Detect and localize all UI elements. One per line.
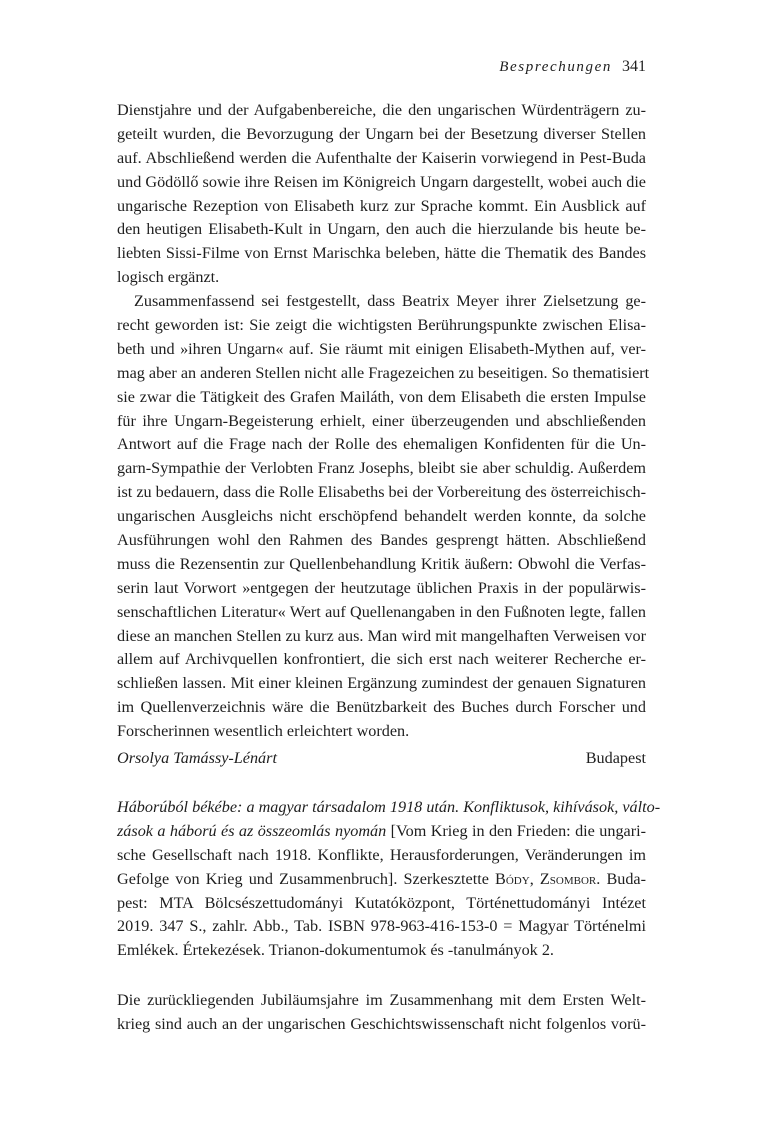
paragraph-review-continuation [117, 99, 646, 290]
reviewer-place: Budapest [585, 749, 646, 768]
running-title: Besprechungen [499, 59, 612, 75]
text-line: senschaftlichen Literatur« Wert auf Quellenangaben in den Fußnoten legte, fallen [117, 602, 646, 621]
text-line: serin laut Vorwort »entgegen der heutzutage üblichen Praxis in der populärwis- [117, 578, 646, 597]
text-line: Die zurückliegenden Jubiläumsjahre im Zusammenhang mit dem Ersten Welt- [117, 991, 646, 1010]
editor-given-name: Zsombor [539, 869, 597, 888]
running-header [499, 58, 646, 76]
text-line: sche Gesellschaft nach 1918. Konflikte, Herausforderungen, Veränderungen im [117, 845, 646, 864]
text-line: Antwort auf die Frage nach der Rolle des ehemaligen Konfidenten für die Un- [117, 435, 646, 454]
page-number: 341 [622, 58, 646, 75]
text-line: Emlékek. Értekezések. Trianon-dokumentumok és -tanulmányok 2. [117, 941, 554, 960]
text-line: Zusammenfassend sei festgestellt, dass Beatrix Meyer ihrer Zielsetzung ge- [134, 292, 646, 311]
text-line: und Gödöllő sowie ihre Reisen im Königreich Ungarn dargestellt, wobei auch die [117, 172, 646, 191]
text-line: sie zwar die Tätigkeit des Grafen Mailáth, von dem Elisabeth die ersten Impulse [117, 387, 646, 406]
text-line: auf. Abschließend werden die Aufenthalte der Kaiserin vorwiegend in Pest-Buda [117, 148, 646, 167]
bibliographic-entry [117, 796, 661, 963]
review-signature [117, 747, 646, 771]
editor-separator: , [529, 869, 540, 888]
text-line: beth und »ihren Ungarn« auf. Sie räumt mit einigen Elisabeth-Mythen auf, ver- [117, 339, 646, 358]
text-line: recht geworden ist: Sie zeigt die wichtigsten Berührungspunkte zwischen Elisa- [117, 316, 646, 335]
text-line: im Quellenverzeichnis wäre die Benützbarkeit des Buches durch Forscher und [117, 698, 646, 717]
text-block [117, 99, 661, 1037]
reviewer-name: Orsolya Tamássy-Lénárt [117, 749, 277, 768]
book-title-line: Háborúból békébe: a magyar társadalom 1918 után. Konfliktusok, kihívások, válto- [117, 797, 661, 816]
text-line: ist zu bedauern, dass die Rolle Elisabeths bei der Vorbereitung des österreichisch- [117, 483, 646, 502]
text-line: muss die Rezensentin zur Quellenbehandlung Kritik äußern: Obwohl die Verfas- [117, 554, 646, 573]
translated-title-end: Gefolge von Krieg und Zusammenbruch]. Szerkesztette [117, 869, 496, 888]
text-line: garn-Sympathie der Verlobten Franz Josephs, bleibt sie aber schuldig. Außerdem [117, 459, 646, 478]
editor-surname: Bódy [495, 869, 530, 888]
text-line [117, 868, 646, 892]
text-line: geteilt wurden, die Bevorzugung der Ungarn bei der Besetzung diverser Stellen [117, 124, 646, 143]
paragraph-conclusion [117, 290, 650, 744]
text-line: Dienstjahre und der Aufgabenbereiche, die den ungarischen Würdenträgern zu- [117, 101, 646, 119]
place-start: . Buda- [596, 869, 647, 888]
text-line [117, 820, 646, 844]
text-line: pest: MTA Bölcsészettudományi Kutatóközpont, Történettudományi Intézet [117, 893, 646, 912]
text-line: schließen lassen. Mit einer kleinen Ergänzung zumindest der genauen Signaturen [117, 674, 646, 693]
text-line: 2019. 347 S., zahlr. Abb., Tab. ISBN 978-963-416-153-0 = Magyar Történelmi [117, 917, 646, 936]
text-line: logisch ergänzt. [117, 268, 220, 287]
text-line: allem auf Archivquellen konfrontiert, die sich erst nach weiterer Recherche er- [117, 650, 646, 669]
text-line: ungarischen Ausgleichs nicht erschöpfend behandelt werden konnte, da solche [117, 507, 646, 526]
text-line: den heutigen Elisabeth-Kult in Ungarn, den auch die hierzulande bis heute be- [117, 220, 646, 239]
translated-title-start: [Vom Krieg in den Frieden: die ungari- [386, 821, 647, 840]
text-line: ungarische Rezeption von Elisabeth kurz zur Sprache kommt. Ein Ausblick auf [117, 196, 646, 215]
text-line: liebten Sissi-Filme von Ernst Marischka beleben, hätte die Thematik des Bandes [117, 244, 646, 263]
paragraph-next-review [117, 989, 646, 1037]
text-line: Ausführungen wohl den Rahmen des Bandes gesprengt hätten. Abschließend [117, 531, 646, 550]
text-line: für ihre Ungarn-Begeisterung erhielt, einer überzeugenden und abschließenden [117, 411, 646, 430]
book-title-continued: zások a háború és az összeomlás nyomán [117, 821, 387, 840]
text-line: diese an manchen Stellen zu kurz aus. Man wird mit mangelhaften Verweisen vor [117, 626, 646, 645]
text-line: mag aber an anderen Stellen nicht alle Fragezeichen zu beseitigen. So thematisiert [117, 363, 650, 382]
text-line: krieg sind auch an der ungarischen Geschichtswissenschaft nicht folgenlos vorü- [117, 1015, 646, 1034]
text-line: Forscherinnen wesentlich erleichtert worden. [117, 722, 410, 741]
